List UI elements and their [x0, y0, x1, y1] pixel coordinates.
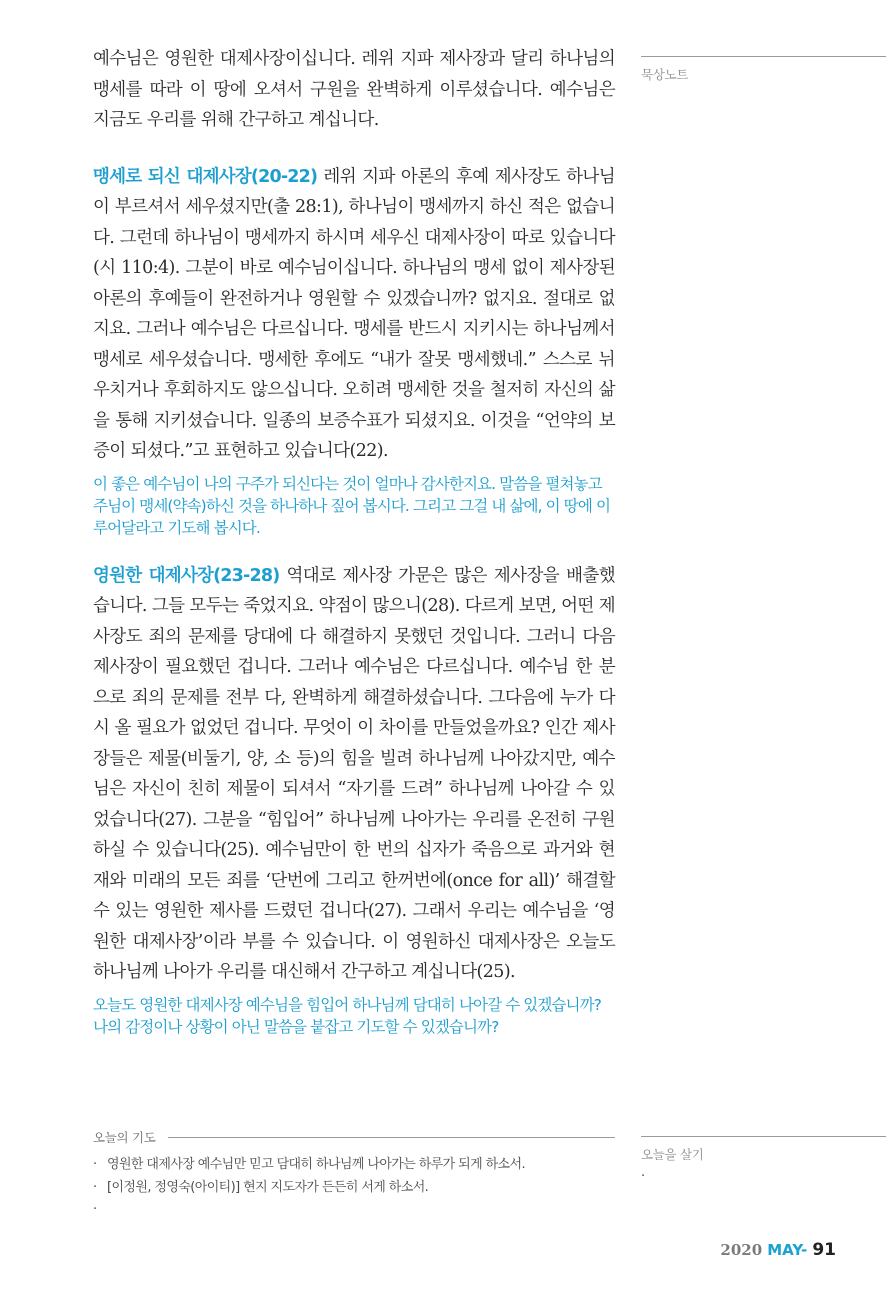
prayer-item [93, 1177, 615, 1200]
section1-paragraph [93, 162, 615, 467]
bullet-icon: · [93, 1202, 97, 1217]
prayer-divider [168, 1137, 615, 1138]
page-number: 91 [812, 1240, 836, 1260]
section2-heading: 영원한 대제사장(23-28) [93, 565, 280, 586]
footer-year: 2020 [720, 1241, 763, 1259]
bullet-icon: · [93, 1157, 97, 1172]
section2-body: 역대로 제사장 가문은 많은 제사장을 배출했습니다. 그들 모두는 죽었지요. 약점이 많으니(28). 다르게 보면, 어떤 제사장도 죄의 문제를 당대에 다 해결하지 못했던 것입니다. 그러니 다음 제사장이 필요했던 겁니다. 그러나 예수님은 다르십니다. 예수님 한 분으로 죄의 문제를 전부 다, 완벽하게 해결하셨습니다. 그다음에 누가 다시 올 필요가 없었던 겁니다. 무엇이 이 차이를 만들었을까요? 인간 제사장들은 제물(비둘기, 양, 소 등)의 힘을 빌려 하나님께 나아갔지만, 예수님은 자신이 친히 제물이 되셔서 “자기를 드려” 하나님께 나아갈 수 있었습니다(27). 그분을 “힘입어” 하나님께 나아가는 우리를 온전히 구원하실 수 있습니다(25). 예수님만이 한 번의 십자가 죽음으로 과거와 현재와 미래의 모든 죄를 ‘단번에 그리고 한꺼번에(once for all)’ 해결할 수 있는 영원한 제사를 드렸던 겁니다(27). 그래서 우리는 예수님을 ‘영원한 대제사장’이라 부를 수 있습니다. 이 영원하신 대제사장은 오늘도 하나님께 나아가 우리를 대신해서 간구하고 계십니다(25). [93, 565, 615, 982]
prayer-header [93, 1128, 615, 1146]
meditation-notes-sidebar [641, 56, 886, 83]
section1-body: 레위 지파 아론의 후예 제사장도 하나님이 부르셔서 세우셨지만(출 28:1), 하나님이 맹세까지 하신 적은 없습니다. 그런데 하나님이 맹세까지 하시며 세우신 대제사장이 따로 있습니다(시 110:4). 그분이 바로 예수님이십니다. 하나님의 맹세 없이 제사장된 아론의 후예들이 완전하거나 영원할 수 있겠습니까? 없지요. 절대로 없지요. 그러나 예수님은 다르십니다. 맹세를 반드시 지키시는 하나님께서 맹세로 세우셨습니다. 맹세한 후에도 “내가 잘못 맹세했네.” 스스로 뉘우치거나 후회하지도 않으십니다. 오히려 맹세한 것을 철저히 자신의 삶을 통해 지키셨습니다. 일종의 보증수표가 되셨지요. 이것을 “언약의 보증이 되셨다.”고 표현하고 있습니다(22). [93, 166, 615, 461]
section1-heading: 맹세로 되신 대제사장(20-22) [93, 166, 318, 187]
main-column [93, 44, 615, 1038]
sidebar-divider [641, 1136, 886, 1137]
bullet-icon: · [93, 1179, 97, 1195]
prayer-item-text: 영원한 대제사장 예수님만 믿고 담대히 하나님께 나아가는 하루가 되게 하소서. [107, 1157, 525, 1172]
footer-month: MAY [767, 1241, 801, 1259]
bullet-icon: · [641, 1169, 646, 1184]
section2-application: 오늘도 영원한 대제사장 예수님을 힘입어 하나님께 담대히 나아갈 수 있겠습니까? 나의 감정이나 상황이 아닌 말씀을 붙잡고 기도할 수 있겠습니까? [93, 995, 601, 1036]
intro-paragraph: 예수님은 영원한 대제사장이십니다. 레위 지파 제사장과 달리 하나님의 맹세를 따라 이 땅에 오셔서 구원을 완벽하게 이루셨습니다. 예수님은 지금도 우리를 위해 간구하고 계십니다. [93, 49, 615, 130]
section2-paragraph [93, 561, 615, 988]
live-today-label: 오늘을 살기 [641, 1147, 704, 1162]
prayer-item [93, 1154, 615, 1177]
prayer-item-text: [이정원, 정영숙(아이티)] 현지 지도자가 든든히 서게 하소서. [107, 1179, 429, 1195]
sidebar-divider [641, 56, 886, 57]
meditation-notes-label: 묵상노트 [641, 67, 689, 82]
prayer-title: 오늘의 기도 [93, 1130, 156, 1145]
prayer-item [93, 1199, 615, 1222]
section1-application: 이 좋은 예수님이 나의 구주가 되신다는 것이 얼마나 감사한지요. 말씀을 펼쳐놓고 주님이 맹세(약속)하신 것을 하나하나 짚어 봅시다. 그리고 그걸 내 삶에, 이 땅에 이루어달라고 기도해 봅시다. [93, 474, 611, 537]
page-footer [720, 1240, 836, 1260]
live-today-sidebar [641, 1136, 886, 1184]
prayer-list [93, 1154, 615, 1222]
footer-dash: - [801, 1241, 808, 1259]
todays-prayer [93, 1128, 615, 1222]
